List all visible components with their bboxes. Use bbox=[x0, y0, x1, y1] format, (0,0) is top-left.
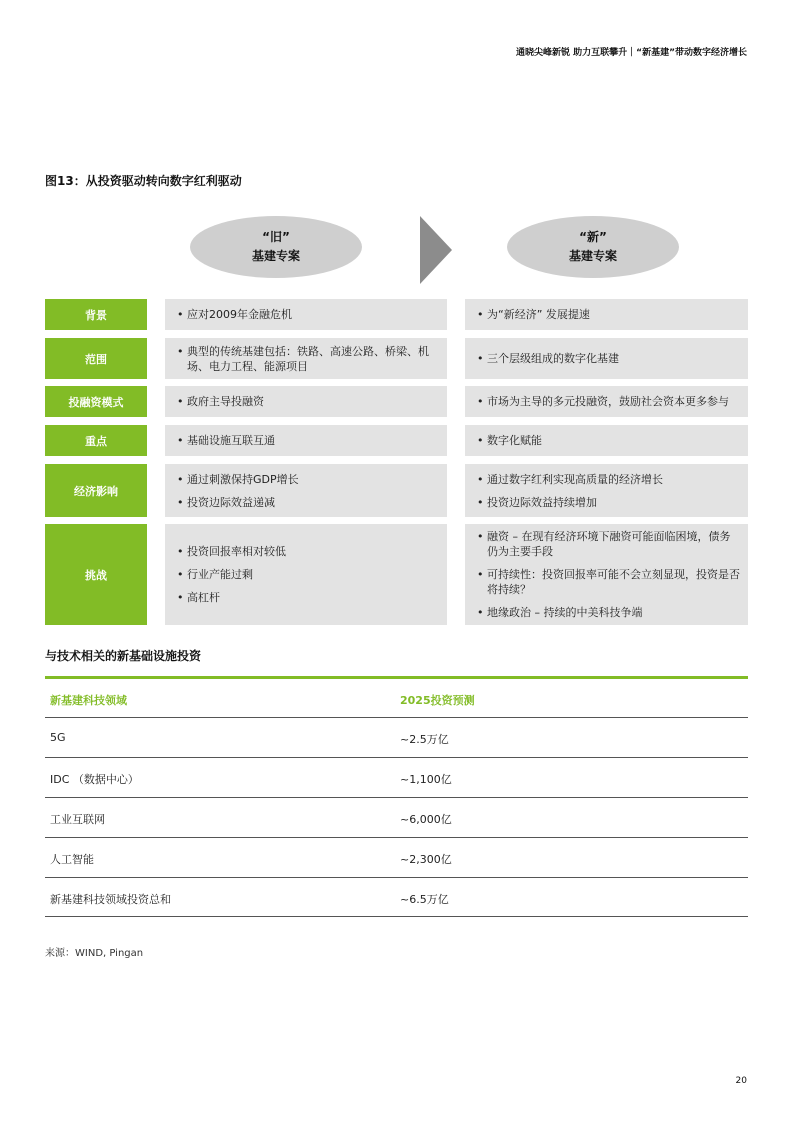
table-divider bbox=[45, 916, 748, 917]
new-oval-line1: “新” bbox=[579, 230, 607, 244]
bullet-item: • 三个层级组成的数字化基建 bbox=[477, 351, 740, 366]
old-cell-scope bbox=[165, 338, 447, 379]
old-cell-challenges bbox=[165, 524, 447, 625]
table-cell-forecast: ~2.5万亿 bbox=[400, 733, 449, 746]
bullet-item: • 投资回报率相对较低 bbox=[177, 544, 439, 559]
bullet-item: • 投资边际效益持续增加 bbox=[477, 495, 740, 510]
table-header-field: 新基建科技领域 bbox=[50, 694, 127, 707]
table-cell-forecast: ~6.5万亿 bbox=[400, 893, 449, 906]
source-note: 来源：WIND, Pingan bbox=[45, 948, 144, 959]
table-divider bbox=[45, 837, 748, 838]
bullet-item: • 可持续性：投资回报率可能不会立刻显现，投资是否将持续？ bbox=[477, 567, 740, 597]
table-divider bbox=[45, 757, 748, 758]
bullet-item: • 典型的传统基建包括：铁路、高速公路、桥梁、机场、电力工程、能源项目 bbox=[177, 344, 439, 374]
bullet-item: • 投资边际效益递减 bbox=[177, 495, 439, 510]
chevron-right-icon bbox=[420, 216, 452, 284]
table-title: 与技术相关的新基础设施投资 bbox=[45, 649, 202, 663]
bullet-item: • 数字化赋能 bbox=[477, 433, 740, 448]
new-cell-background bbox=[465, 299, 748, 330]
row-label-economic-impact: 经济影响 bbox=[45, 464, 147, 517]
table-header-forecast: 2025投资预测 bbox=[400, 694, 475, 707]
table-divider bbox=[45, 717, 748, 718]
bullet-item: • 基础设施互联互通 bbox=[177, 433, 439, 448]
new-cell-scope bbox=[465, 338, 748, 379]
figure-title: 图13：从投资驱动转向数字红利驱动 bbox=[45, 174, 242, 188]
old-cell-background bbox=[165, 299, 447, 330]
bullet-item: • 地缘政治 – 持续的中美科技争端 bbox=[477, 605, 740, 620]
new-cell-challenges bbox=[465, 524, 748, 625]
bullet-item: • 应对2009年金融危机 bbox=[177, 307, 439, 322]
table-top-rule bbox=[45, 676, 748, 679]
new-cell-financing bbox=[465, 386, 748, 417]
new-cell-focus bbox=[465, 425, 748, 456]
old-cell-economic-impact bbox=[165, 464, 447, 517]
table-cell-forecast: ~1,100亿 bbox=[400, 773, 452, 786]
old-cell-focus bbox=[165, 425, 447, 456]
row-label-scope: 范围 bbox=[45, 338, 147, 379]
bullet-item: • 高杠杆 bbox=[177, 590, 439, 605]
bullet-item: • 市场为主导的多元投融资，鼓励社会资本更多参与 bbox=[477, 394, 740, 409]
page-number: 20 bbox=[735, 1076, 747, 1086]
bullet-item: • 为“新经济” 发展提速 bbox=[477, 307, 740, 322]
table-cell-field: 人工智能 bbox=[50, 853, 94, 866]
page-header: 通晓尖峰新锐 助力互联攀升｜“新基建”带动数字经济增长 bbox=[516, 48, 747, 58]
table-cell-field: IDC （数据中心） bbox=[50, 773, 139, 786]
table-cell-field: 新基建科技领域投资总和 bbox=[50, 893, 171, 906]
bullet-item: • 通过数字红利实现高质量的经济增长 bbox=[477, 472, 740, 487]
table-cell-field: 5G bbox=[50, 731, 66, 744]
bullet-item: • 政府主导投融资 bbox=[177, 394, 439, 409]
bullet-item: • 行业产能过剩 bbox=[177, 567, 439, 582]
table-divider bbox=[45, 877, 748, 878]
row-label-challenges: 挑战 bbox=[45, 524, 147, 625]
new-infrastructure-oval bbox=[507, 216, 679, 278]
bullet-item: • 通过刺激保持GDP增长 bbox=[177, 472, 439, 487]
table-cell-field: 工业互联网 bbox=[50, 813, 105, 826]
new-cell-economic-impact bbox=[465, 464, 748, 517]
old-cell-financing bbox=[165, 386, 447, 417]
row-label-focus: 重点 bbox=[45, 425, 147, 456]
old-oval-line1: “旧” bbox=[262, 230, 290, 244]
row-label-background: 背景 bbox=[45, 299, 147, 330]
table-cell-forecast: ~6,000亿 bbox=[400, 813, 452, 826]
bullet-item: • 融资 – 在现有经济环境下融资可能面临困境，债务仍为主要手段 bbox=[477, 529, 740, 559]
table-cell-forecast: ~2,300亿 bbox=[400, 853, 452, 866]
old-infrastructure-oval bbox=[190, 216, 362, 278]
new-oval-line2: 基建专案 bbox=[568, 249, 617, 263]
old-oval-line2: 基建专案 bbox=[251, 249, 300, 263]
table-divider bbox=[45, 797, 748, 798]
row-label-financing: 投融资模式 bbox=[45, 386, 147, 417]
